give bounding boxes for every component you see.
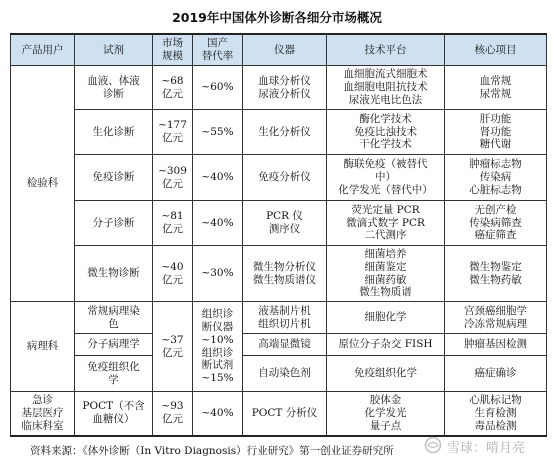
group-label-pathology: 病理科 [11, 302, 75, 392]
cell-line: 微生物质谱 [359, 286, 412, 299]
cell-line: 亿元 [162, 177, 183, 190]
cell-line: 酶联免疫（被替代 [343, 158, 428, 171]
table-row [11, 66, 547, 110]
core-item-cell [445, 155, 547, 201]
instrument-cell [243, 246, 327, 302]
cell-line: 原位分子杂交 FISH [338, 338, 433, 351]
cell-line: 市场 [162, 37, 183, 50]
cell-line: ~40 [161, 260, 184, 273]
cell-line: 分子病理学 [87, 338, 140, 351]
cell-line: 国产 [207, 37, 228, 50]
reagent-cell [75, 110, 153, 155]
cell-line: 组织切片机 [258, 317, 311, 330]
cell-line: 急诊 [32, 394, 53, 407]
cell-line: 二代测序 [364, 229, 407, 242]
cell-line: 仪器 [274, 43, 295, 56]
reagent-cell [75, 334, 153, 356]
snowball-logo-icon [423, 436, 443, 454]
cell-line: ~30% [201, 267, 234, 280]
cell-line: 色 [108, 317, 119, 330]
platform-cell [327, 246, 445, 302]
platform-cell [327, 155, 445, 201]
instrument-cell [243, 110, 327, 155]
market-size-cell [153, 392, 193, 436]
cell-line: 宫颈癌细胞学 [464, 304, 527, 317]
table-row [11, 110, 547, 155]
cell-line: 高端显微镜 [258, 338, 311, 351]
cell-line: 测序仪 [268, 223, 301, 235]
platform-cell [327, 302, 445, 334]
header-cell [243, 34, 327, 66]
cell-line: 尿常规 [479, 87, 512, 100]
market-size-cell [153, 246, 193, 302]
cell-line: 免疫分析仪 [258, 171, 311, 184]
cell-line: 组织诊 [201, 346, 234, 359]
cell-line: 细胞化学 [364, 311, 407, 324]
cell-line: 血常规 [479, 74, 512, 87]
cell-line: 亿元 [162, 273, 183, 286]
cell-line: 免疫组织化 [87, 360, 140, 373]
cell-line: ~93 [161, 400, 184, 413]
cell-line: 微生物分析仪 [253, 260, 316, 273]
table-row [11, 356, 547, 392]
instrument-cell [243, 392, 327, 436]
cell-line: 酶化学技术 [359, 112, 412, 125]
cell-line: PCR 仪 [266, 210, 303, 223]
reagent-cell [75, 246, 153, 302]
cell-line: ~37 [161, 333, 184, 346]
cell-line: 产品用户 [21, 43, 64, 56]
cell-line: ~55% [201, 125, 234, 138]
core-item-cell [445, 392, 547, 436]
cell-line: 血细胞电阻抗技术 [343, 81, 428, 94]
cell-line: ~40% [201, 171, 234, 184]
cell-line: 传染病 [479, 171, 512, 184]
table-row [11, 246, 547, 302]
core-item-cell [445, 356, 547, 392]
cell-line: 临床科室 [21, 419, 64, 432]
table-row [11, 392, 547, 436]
cell-line: 免疫组织化学 [354, 367, 417, 380]
cell-line: 微生物质谱仪 [253, 273, 316, 286]
cell-line: 血糖仪） [92, 413, 135, 426]
platform-cell [327, 66, 445, 110]
domestic-rate-cell [193, 392, 243, 436]
cell-line: ~60% [201, 81, 234, 94]
cell-line: 液基制片机 [258, 304, 311, 317]
cell-line: 自动染色剂 [258, 367, 311, 380]
core-item-cell [445, 110, 547, 155]
header-cell [75, 34, 153, 66]
instrument-cell [243, 155, 327, 201]
instrument-cell [243, 334, 327, 356]
reagent-cell [75, 155, 153, 201]
cell-line: 亿元 [162, 223, 183, 235]
reagent-cell [75, 392, 153, 436]
cell-line: 血细胞流式细胞术 [343, 68, 428, 81]
cell-line: 胶体金 [369, 394, 402, 407]
core-item-cell [445, 201, 547, 246]
cell-line: 生化分析仪 [258, 125, 311, 138]
header-cell [11, 34, 75, 66]
cell-line: POCT（不含 [82, 400, 145, 413]
cell-line: 断试剂 [201, 359, 234, 372]
market-size-cell [153, 155, 193, 201]
reagent-cell [75, 302, 153, 334]
cell-line: 亿元 [162, 346, 183, 359]
cell-line: 糖代谢 [479, 138, 512, 151]
reagent-cell [75, 201, 153, 246]
cell-line: POCT 分析仪 [251, 406, 318, 419]
domestic-rate-cell [193, 110, 243, 155]
header-cell [327, 34, 445, 66]
instrument-cell [243, 201, 327, 246]
platform-cell [327, 110, 445, 155]
source-note: 资料来源：《体外诊断（In Vitro Diagnosis）行业研究》第一创业证券研究所 [30, 445, 394, 457]
table-row [11, 201, 547, 246]
cell-line: 技术平台 [364, 43, 407, 56]
cell-line: 毒品检测 [474, 419, 517, 432]
cell-line: 血液、体液 [87, 74, 140, 87]
cell-line: 心脏标志物 [469, 183, 522, 196]
cell-line: 细菌药敏 [364, 273, 407, 286]
cell-line: 核心项目 [474, 43, 517, 56]
core-item-cell [445, 302, 547, 334]
cell-line: 冷冻常规病理 [464, 317, 527, 330]
header-cell [153, 34, 193, 66]
platform-cell [327, 392, 445, 436]
cell-line: 替代率 [201, 50, 234, 62]
market-size-cell [153, 110, 193, 155]
instrument-cell [243, 302, 327, 334]
cell-line: 基层医疗 [21, 406, 64, 419]
cell-line: ~68 [161, 74, 184, 87]
cell-line: 中） [375, 171, 396, 184]
cell-line: ~10% [201, 333, 234, 346]
table-row [11, 302, 547, 334]
domestic-rate-cell [193, 302, 243, 392]
cell-line: ~15% [201, 372, 234, 385]
cell-line: 传染病筛查 [469, 216, 522, 229]
platform-cell [327, 356, 445, 392]
cell-line: ~177 [158, 119, 187, 132]
cell-line: 微滴式数字 PCR [346, 216, 425, 229]
cell-line: 断仪器 [201, 320, 234, 333]
cell-line: 亿元 [162, 87, 183, 100]
cell-line: 微生物药敏 [469, 273, 522, 286]
cell-line: 学 [108, 373, 119, 386]
cell-line: 试剂 [103, 43, 124, 56]
cell-line: ~40% [201, 216, 234, 229]
cell-line: 癌症筛查 [474, 229, 517, 242]
domestic-rate-cell [193, 66, 243, 110]
cell-line: 肿瘤标志物 [469, 158, 522, 171]
cell-line: 亿元 [162, 132, 183, 144]
core-item-cell [445, 66, 547, 110]
cell-line: ~309 [158, 164, 187, 177]
cell-line: 肝功能 [479, 112, 512, 125]
instrument-cell [243, 66, 327, 110]
domestic-rate-cell [193, 246, 243, 302]
cell-line: 规模 [162, 50, 183, 62]
domestic-rate-cell [193, 155, 243, 201]
cell-line: 化学发光（替代中） [338, 183, 433, 196]
platform-cell [327, 334, 445, 356]
table-row [11, 155, 547, 201]
cell-line: 亿元 [162, 413, 183, 426]
cell-line: 微生物鉴定 [469, 260, 522, 273]
cell-line: ~81 [161, 210, 184, 223]
cell-line: 荧光定量 PCR [351, 203, 420, 216]
cell-line: 细菌鉴定 [364, 260, 407, 273]
watermark-text: 雪球：啃月亮 [447, 441, 526, 456]
core-item-cell [445, 246, 547, 302]
header-cell [445, 34, 547, 66]
cell-line: 微生物诊断 [87, 267, 140, 280]
ivd-market-table [10, 33, 547, 437]
cell-line: 尿液分析仪 [258, 87, 311, 100]
market-size-cell [153, 201, 193, 246]
cell-line: ~40% [201, 406, 234, 419]
cell-line: 化学发光 [364, 406, 407, 419]
cell-line: 常规病理染 [87, 304, 140, 317]
reagent-cell [75, 66, 153, 110]
cell-line: 组织诊 [201, 308, 234, 321]
platform-cell [327, 201, 445, 246]
header-row [11, 34, 547, 66]
market-size-cell [153, 66, 193, 110]
cell-line: 血球分析仪 [258, 74, 311, 87]
cell-line: 尿液光电比色法 [348, 93, 423, 106]
group-label-lab: 检验科 [11, 66, 75, 302]
cell-line: 肿瘤基因检测 [464, 338, 527, 351]
cell-line: 生育检测 [474, 406, 517, 419]
cell-line: 生化诊断 [92, 125, 135, 138]
cell-line: 肾功能 [479, 125, 512, 138]
cell-line: 干化学技术 [359, 138, 412, 151]
cell-line: 量子点 [369, 419, 402, 432]
instrument-cell [243, 356, 327, 392]
reagent-cell [75, 356, 153, 392]
cell-line: 免疫比浊技术 [354, 125, 417, 138]
group-label-poct [11, 392, 75, 436]
cell-line: 细菌培养 [364, 247, 407, 260]
table-title: 2019年中国体外诊断各细分市场概况 [172, 10, 382, 25]
header-cell [193, 34, 243, 66]
domestic-rate-cell [193, 201, 243, 246]
table-row [11, 334, 547, 356]
cell-line: 免疫诊断 [92, 171, 135, 184]
core-item-cell [445, 334, 547, 356]
cell-line: 分子诊断 [92, 216, 135, 229]
market-size-cell [153, 302, 193, 392]
cell-line: 心肌标记物 [469, 394, 522, 407]
cell-line: 诊断 [103, 87, 124, 100]
cell-line: 无创产检 [474, 203, 517, 216]
cell-line: 癌症确诊 [474, 367, 517, 380]
